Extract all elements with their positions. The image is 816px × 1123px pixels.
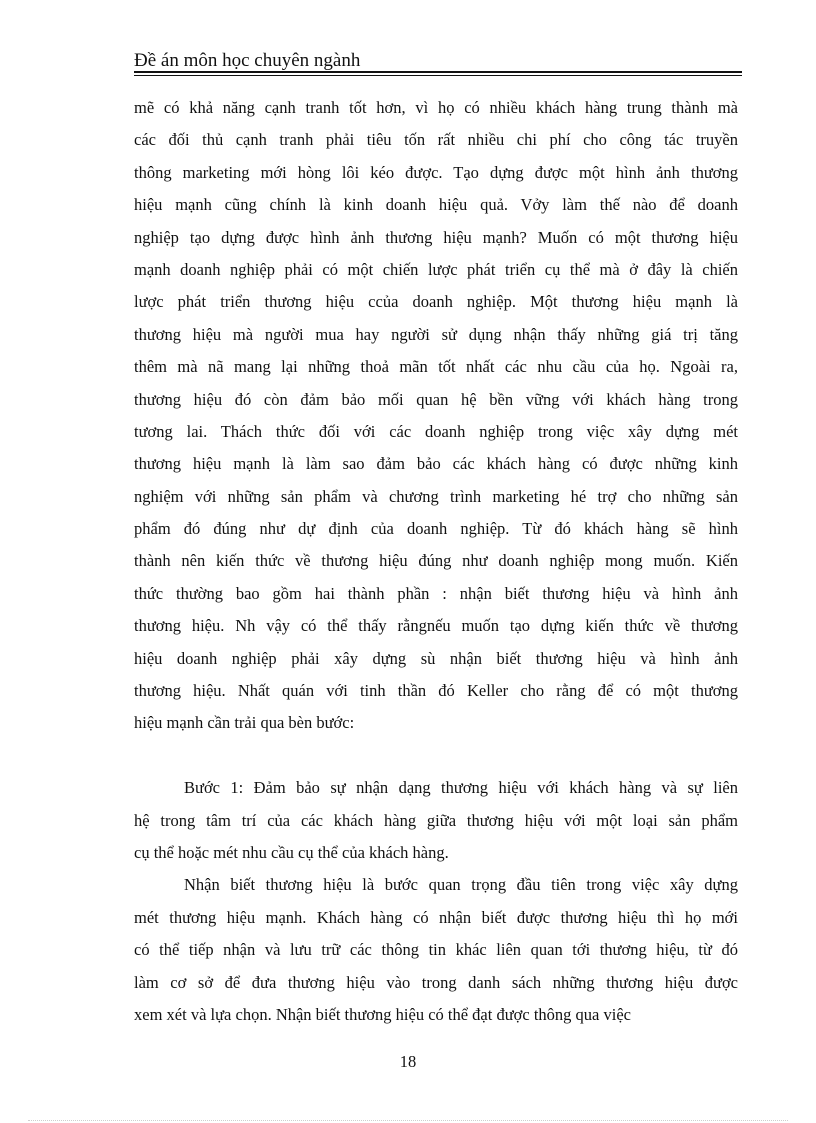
text-line: thức thường bao gồm hai thành phần : nhận biết thương hiệu và hình ảnh xyxy=(134,583,738,603)
header-rule-thick xyxy=(134,71,742,73)
text-line: phẩm đó đúng như dự định của doanh nghiệp. Từ đó khách hàng sẽ hình xyxy=(134,519,738,539)
text-line: hiệu doanh nghiệp phải xây dựng sù nhận biết thương hiệu và hình ảnh xyxy=(134,648,738,668)
text-line: làm cơ sở để đưa thương hiệu vào trong danh sách những thương hiệu được xyxy=(134,972,738,992)
page-header-title: Đề án môn học chuyên ngành xyxy=(134,50,361,71)
paragraph-intro xyxy=(134,92,738,740)
text-line: tương lai. Thách thức đối với các doanh nghiệp trong việc xây dựng mét xyxy=(134,421,738,441)
text-line: thương hiệu đó còn đảm bảo mối quan hệ bền vững với khách hàng trong xyxy=(134,389,738,409)
text-line: hiệu mạnh cũng chính là kinh doanh hiệu quả. Vởy làm thế nào để doanh xyxy=(134,195,738,215)
document-body xyxy=(134,92,738,1031)
text-line: thông marketing mới hòng lôi kéo được. Tạo dựng được một hình ảnh thương xyxy=(134,162,738,182)
text-line: hệ trong tâm trí của các khách hàng giữa thương hiệu với một loại sản phẩm xyxy=(134,810,738,830)
paragraph-brand-awareness xyxy=(134,869,738,1031)
text-line: thương hiệu mạnh là làm sao đảm bảo các khách hàng có được những kinh xyxy=(134,454,738,474)
text-line: Nhận biết thương hiệu là bước quan trọng đầu tiên trong việc xây dựng xyxy=(184,875,738,895)
text-line: cụ thể hoặc mét nhu cầu cụ thể của khách hàng. xyxy=(134,842,449,862)
text-line: nghiệm với những sản phẩm và chương trình marketing hé trợ cho những sản xyxy=(134,486,738,506)
text-line: thương hiệu. Nh vậy có thể thấy rằngnếu muốn tạo dựng kiến thức về thương xyxy=(134,616,738,636)
text-line: mét thương hiệu mạnh. Khách hàng có nhận biết được thương hiệu thì họ mới xyxy=(134,907,738,927)
text-line: hiệu mạnh cần trải qua bèn bước: xyxy=(134,713,355,733)
text-line: có thể tiếp nhận và lưu trữ các thông tin khác liên quan tới thương hiệu, từ đó xyxy=(134,940,738,960)
page-number: 18 xyxy=(399,1052,417,1071)
header-rule-thin xyxy=(134,75,742,76)
text-line: nghiệp tạo dựng được hình ảnh thương hiệu mạnh? Muốn có một thương hiệu xyxy=(134,227,738,247)
text-line: thêm mà nã mang lại những thoả mãn tốt nhất các nhu cầu của họ. Ngoài ra, xyxy=(134,357,738,377)
text-line: mạnh doanh nghiệp phải có một chiến lược phát triển cụ thể mà ở đây là chiến xyxy=(134,259,738,279)
text-line: xem xét và lựa chọn. Nhận biết thương hiệu có thể đạt được thông qua việc xyxy=(134,1004,631,1024)
paragraph-spacer xyxy=(134,740,738,772)
text-line: thương hiệu. Nhất quán với tinh thần đó Keller cho rằng để có một thương xyxy=(134,681,738,701)
paragraph-step-1 xyxy=(134,772,738,869)
text-line: mẽ có khả năng cạnh tranh tốt hơn, vì họ có nhiều khách hàng trung thành mà xyxy=(134,98,738,117)
page-bottom-border xyxy=(28,1120,788,1121)
text-line: thành nên kiến thức về thương hiệu đúng như doanh nghiệp mong muốn. Kiến xyxy=(134,551,738,571)
text-line: Bước 1: Đảm bảo sự nhận dạng thương hiệu với khách hàng và sự liên xyxy=(184,778,738,798)
text-line: thương hiệu mà người mua hay người sử dụng nhận thấy những giá trị tăng xyxy=(134,324,738,344)
text-line: các đối thủ cạnh tranh phải tiêu tốn rất nhiều chi phí cho công tác truyền xyxy=(134,130,738,150)
text-line: lược phát triển thương hiệu ccủa doanh nghiệp. Một thương hiệu mạnh là xyxy=(134,292,738,312)
